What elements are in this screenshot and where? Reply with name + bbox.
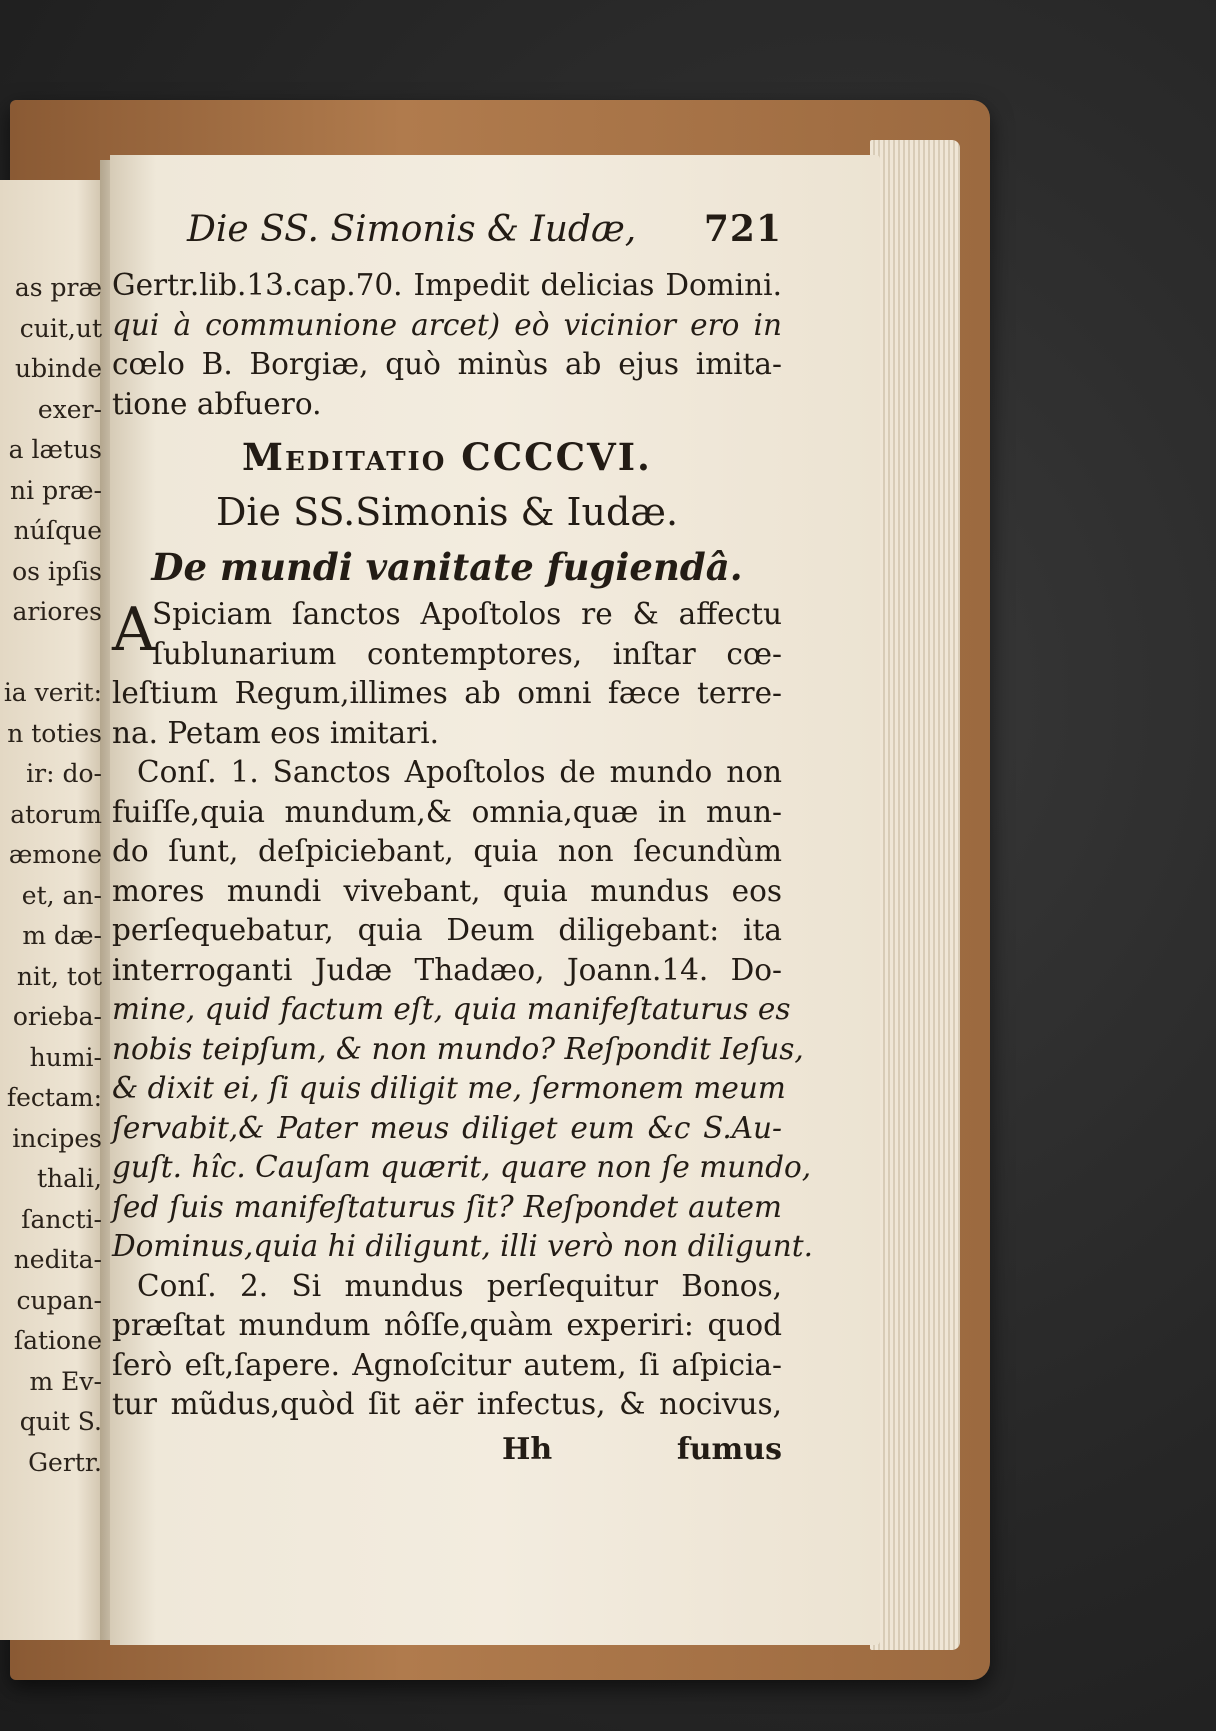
page-edges — [870, 140, 960, 1650]
left-line: cupan- — [16, 1285, 102, 1315]
page-text — [112, 208, 814, 1475]
left-line: ubinde — [15, 354, 102, 383]
text-line: Spiciam ſanctos Apoſtolos re & affectu — [152, 597, 782, 631]
left-line: m dæ- — [22, 921, 102, 950]
text-line: ſervabit,& Pater meus diliget eum &c S.Au- — [112, 1110, 782, 1145]
left-line: ſatione — [13, 1326, 102, 1355]
text-line: Conſ. 2. Si mundus perſequitur Bonos, — [137, 1268, 782, 1303]
left-line: humi- — [29, 1042, 102, 1072]
page-number: 721 — [703, 208, 782, 250]
left-line: Gertr. — [28, 1447, 102, 1477]
left-line: ni præ- — [10, 475, 102, 505]
left-line: et, an- — [21, 880, 102, 910]
left-line: exer- — [37, 394, 102, 424]
left-line: fectam: — [6, 1083, 102, 1112]
text-line: interroganti Judæ Thadæo, Joann.14. Do- — [112, 952, 782, 987]
text-line: Gertr.lib.13.cap.70. Impedit delicias Domini. — [112, 268, 782, 302]
text-line: guſt. hîc. Cauſam quærit, quare non ſe mundo, — [112, 1150, 812, 1184]
left-line: incipes — [12, 1123, 102, 1153]
text-line: leſtium Regum,illimes ab omni fæce terre- — [112, 676, 782, 710]
text-line: ſed ſuis manifeſtaturus ſit? Reſpondet autem — [112, 1189, 782, 1224]
meditation-heading: Meditatio CCCCVI. — [242, 435, 652, 479]
left-line: nit, tot — [16, 961, 102, 991]
left-line: n toties — [7, 718, 102, 748]
left-line: cuit,ut — [19, 313, 102, 343]
meditation-theme: De mundi vanitate fugiendâ. — [151, 545, 743, 589]
text-line: ſerò eſt,ſapere. Agnoſcitur autem, ſi aſpicia- — [112, 1347, 782, 1382]
running-title: Die SS. Simonis & Iudæ, — [187, 209, 637, 250]
text-line: mores mundi vivebant, quia mundus eos — [112, 873, 782, 908]
left-line: as præ — [14, 273, 102, 302]
left-line: ſancti- — [21, 1204, 102, 1234]
left-line: æmone — [8, 840, 102, 869]
text-line: perſequebatur, quia Deum diligebant: ita — [112, 913, 782, 947]
page-footer — [112, 1425, 782, 1475]
left-line: ir: do- — [26, 759, 102, 788]
text-line: tione abfuero. — [112, 386, 322, 421]
text-line: nobis teipſum, & non mundo? Reſpondit Ieſus, — [112, 1031, 804, 1066]
catchword: fumus — [676, 1431, 782, 1467]
text-line: qui à communione arcet) eò vicinior ero in — [112, 307, 782, 342]
text-line: fuiſſe,quia mundum,& omnia,quæ in mun- — [112, 794, 782, 829]
text-line: na. Petam eos imitari. — [112, 715, 440, 750]
feast-subtitle: Die SS.Simonis & Iudæ. — [215, 490, 679, 534]
left-line: núſque — [13, 516, 102, 545]
left-line: m Ev- — [29, 1366, 102, 1396]
left-line: os ipſis — [12, 556, 102, 586]
text-line: præſtat mundum nôſſe,quàm experiri: quod — [112, 1308, 782, 1342]
left-line — [2, 633, 102, 674]
left-line: quit S. — [19, 1407, 102, 1436]
text-line: Dominus,quia hi diligunt, illi verò non diligunt. — [112, 1229, 814, 1263]
text-line: & dixit ei, ſi quis diligit me, ſermonem meum — [112, 1071, 786, 1105]
signature-mark: Hh — [502, 1431, 553, 1467]
text-line: ſublunarium contemptores, inſtar cœ- — [152, 636, 782, 671]
left-line: ariores — [12, 597, 102, 626]
left-line: a lætus — [8, 435, 102, 464]
left-line: nedita- — [13, 1245, 102, 1274]
text-line: cœlo B. Borgiæ, quò minùs ab ejus imita- — [112, 347, 782, 381]
drop-capital: A — [112, 595, 156, 665]
left-line: orieba- — [12, 1002, 102, 1031]
running-head — [112, 208, 782, 266]
text-line: do ſunt, deſpiciebant, quia non ſecundùm — [112, 834, 782, 868]
text-line: tur mũdus,quòd ſit aër infectus, & nocivus, — [112, 1387, 782, 1421]
text-line: Conſ. 1. Sanctos Apoſtolos de mundo non — [137, 755, 782, 789]
left-line: ia verit: — [3, 678, 102, 707]
left-line: thali, — [37, 1164, 102, 1193]
intro-paragraph — [112, 595, 782, 753]
left-page-text — [2, 268, 102, 1483]
left-line: atorum — [10, 799, 102, 829]
text-line: mine, quid factum eſt, quia manifeſtaturus es — [112, 992, 791, 1026]
